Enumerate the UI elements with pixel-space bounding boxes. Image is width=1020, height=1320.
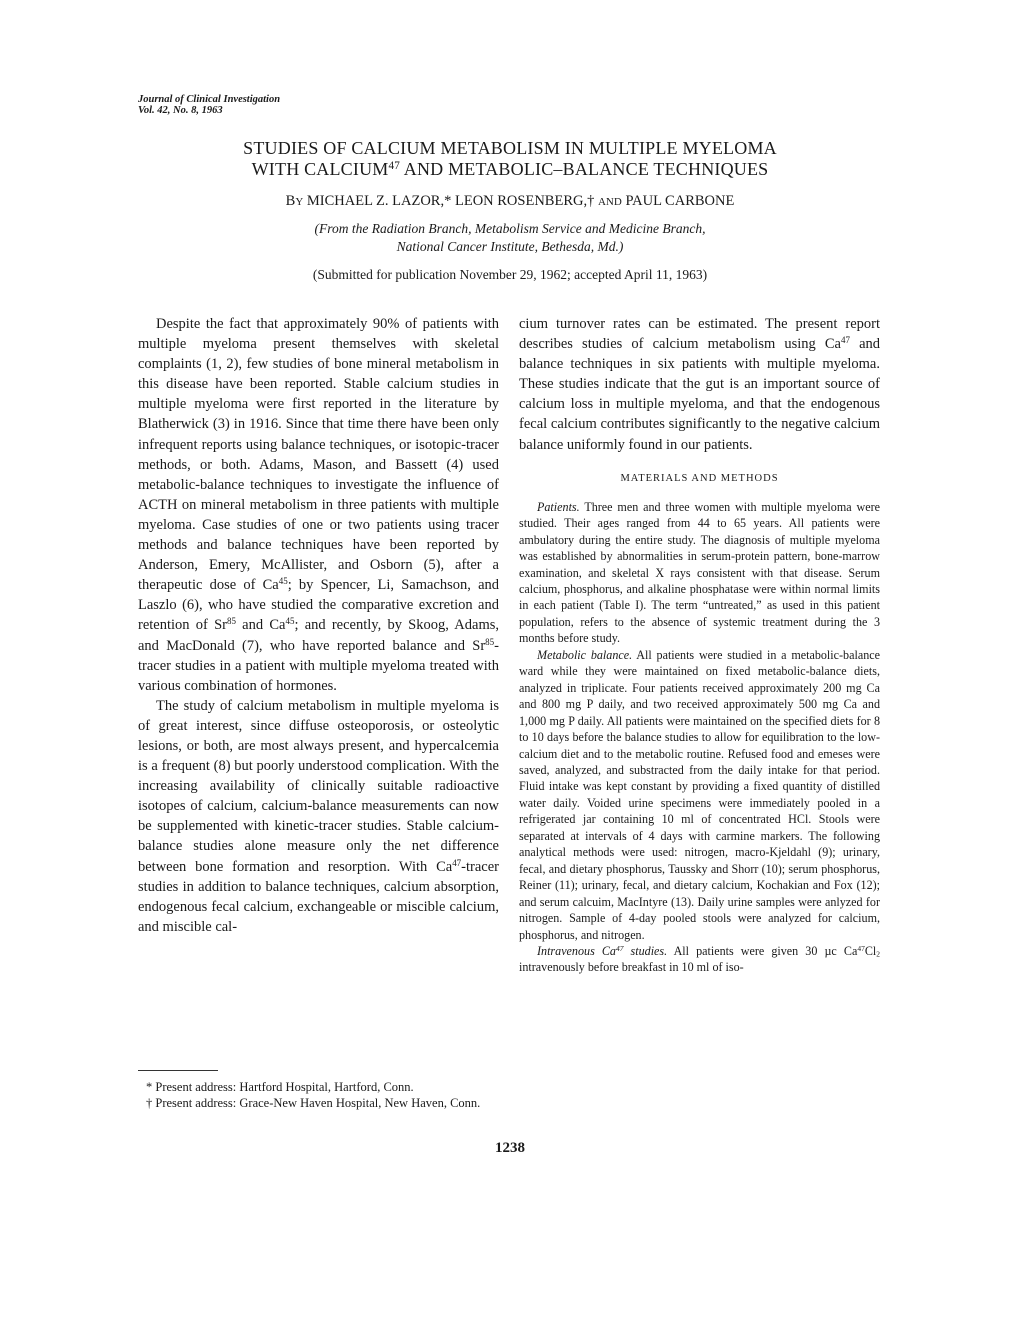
intro-paragraph-2: The study of calcium metabolism in multiple myeloma is of great interest, since diffuse osteoporosis, or osteolytic lesions, or both, are most always present, and hypercalcemia is a frequent (8) but poorly understood complication. With the increasing availability of clinically suitable radioactive isotopes of calcium, calcium-balance measurements can now be supplemented with kinetic-tracer studies. Stable calcium-balance studies alone measure only the net difference between bone formation and resorption. With Ca$^{47}$-tracer studies in addition to balance techniques, calcium absorption, endogenous fecal calcium, exchangeable or miscible calcium, and miscible cal- (138, 697, 499, 935)
section-heading-materials-methods: MATERIALS AND METHODS (620, 472, 779, 484)
author-names: MICHAEL Z. LAZOR,* LEON ROSENBERG,† (306, 193, 595, 209)
intro-paragraph-1: Despite the fact that approximately 90% of patients with multiple myeloma present themselves with skeletal complaints (1, 2), few studies of bone mineral metabolism in this disease have been reported. Stable calcium studies in multiple myeloma were first reported in the literature by Blatherwick (3) in 1916. Since that time there have been only infrequent reports using balance techniques, or isotopic-tracer methods, or both. Adams, Mason, and Bassett (4) used metabolic-balance techniques to investigate the influence of ACTH on mineral metabolism in three patients with multiple myeloma. Case studies of one or two patients using tracer methods and balance techniques have been reported by Anderson, Emery, McAllister, and Osborn (5), after a therapeutic dose of Ca$^{45}$; by Spencer, Li, Samachson, and Laszlo (6), who have studied the comparative excretion and retention of Sr$^{85}$ and Ca$^{45}$; and recently, by Skoog, Adams, and MacDonald (7), who have reported balance and Sr$^{85}$-tracer studies in a patient with multiple myeloma treated with various combination of hormones. (138, 316, 499, 694)
footnote-2: † Present address: Grace-New Haven Hospital, New Haven, Conn. (146, 1096, 481, 1110)
intro-paragraph-continued: cium turnover rates can be estimated. The present report describes studies of calcium metabolism using Ca$^{47}$ and balance techniques in six patients with multiple myeloma. These studies indicate that the gut is an important source of calcium loss in multiple myeloma, and that the endogenous fecal calcium contributes significantly to the negative calcium balance uniformly found in our patients. (519, 316, 881, 453)
submission-dates: (Submitted for publication November 29, 1962; accepted April 11, 1963) (312, 267, 708, 282)
author-byline: BY MICHAEL Z. LAZOR,* LEON ROSENBERG,† AND PAUL CARBONE (285, 193, 735, 209)
methods-text (519, 499, 880, 976)
left-column (138, 314, 499, 937)
title-line-2: WITH CALCIUM$^{47}$ AND METABOLIC–BALANCE TECHNIQUES (251, 159, 769, 179)
patients-paragraph: Patients. Three men and three women with multiple myeloma were studied. Their ages ranged from 44 to 65 years. All patients were ambulatory during the entire study. The diagnosis of multiple myeloma was established by abnormalities in serum-protein pattern, bone-marrow examination, and skeletal X rays consistent with that disease. Serum calcium, phosphorus, and alkaline phosphatase were within normal limits in each patient (Table I). The term “untreated,” as used in this patient population, refers to the absence of systemic treatment during the 3 months before study. (519, 499, 880, 646)
footnotes (138, 1079, 499, 1111)
journal-name: Journal of Clinical Investigation (138, 94, 281, 105)
article-title (140, 138, 880, 180)
footnote-1: * Present address: Hartford Hospital, Hartford, Conn. (146, 1080, 414, 1094)
intravenous-paragraph: Intravenous Ca$^{47}$ studies. All patients were given 30 µc $Ca^{47}Cl_2$ intravenously before breakfast in 10 ml of iso- (519, 943, 880, 975)
journal-citation (138, 94, 280, 116)
journal-volume: Vol. 42, No. 8, 1963 (138, 105, 223, 116)
right-column (519, 314, 880, 976)
footnote-divider (138, 1070, 218, 1071)
author-name-last: PAUL CARBONE (625, 193, 735, 209)
page-number: 1238 (495, 1140, 525, 1156)
affiliation: (From the Radiation Branch, Metabolism Service and Medicine Branch, National Cancer Institute, Bethesda, Md.) (314, 221, 706, 254)
title-line-1: STUDIES OF CALCIUM METABOLISM IN MULTIPLE MYELOMA (243, 138, 777, 158)
metabolic-balance-paragraph: Metabolic balance. All patients were studied in a metabolic-balance ward while they were maintained on fixed metabolic-balance diets, analyzed in triplicate. Four patients received approximately 200 mg Ca and 800 mg P daily, and two received approximately 500 mg Ca and 1,000 mg P daily. All patients were maintained on the specified diets for 8 to 10 days before the balance studies to allow for equilibration to the low-calcium diet and to the metabolic routine. Refused food and emeses were saved, analyzed, and substracted from the daily intake for that period. Fluid intake was kept constant by providing a fixed quantity of distilled water daily. Voided urine specimens were immediately pooled in a refrigerated jar containing 10 ml of concentrated HCl. Stools were separated at intervals of 4 days with carmine markers. The following analytical methods were used: nitrogen, macro-Kjeldahl (9); urinary, fecal, and dietary phosphorus, Taussky and Shorr (10); serum phosphorus, Reiner (11); urinary, fecal, and dietary calcium, Kochakian and Fox (12); and serum calcuim, MacIntyre (13). Daily urine samples were anlyzed for nitrogen. Sample of 4-day pooled stools were analyzed for calcium, phosphorus, and nitrogen. (519, 647, 880, 942)
